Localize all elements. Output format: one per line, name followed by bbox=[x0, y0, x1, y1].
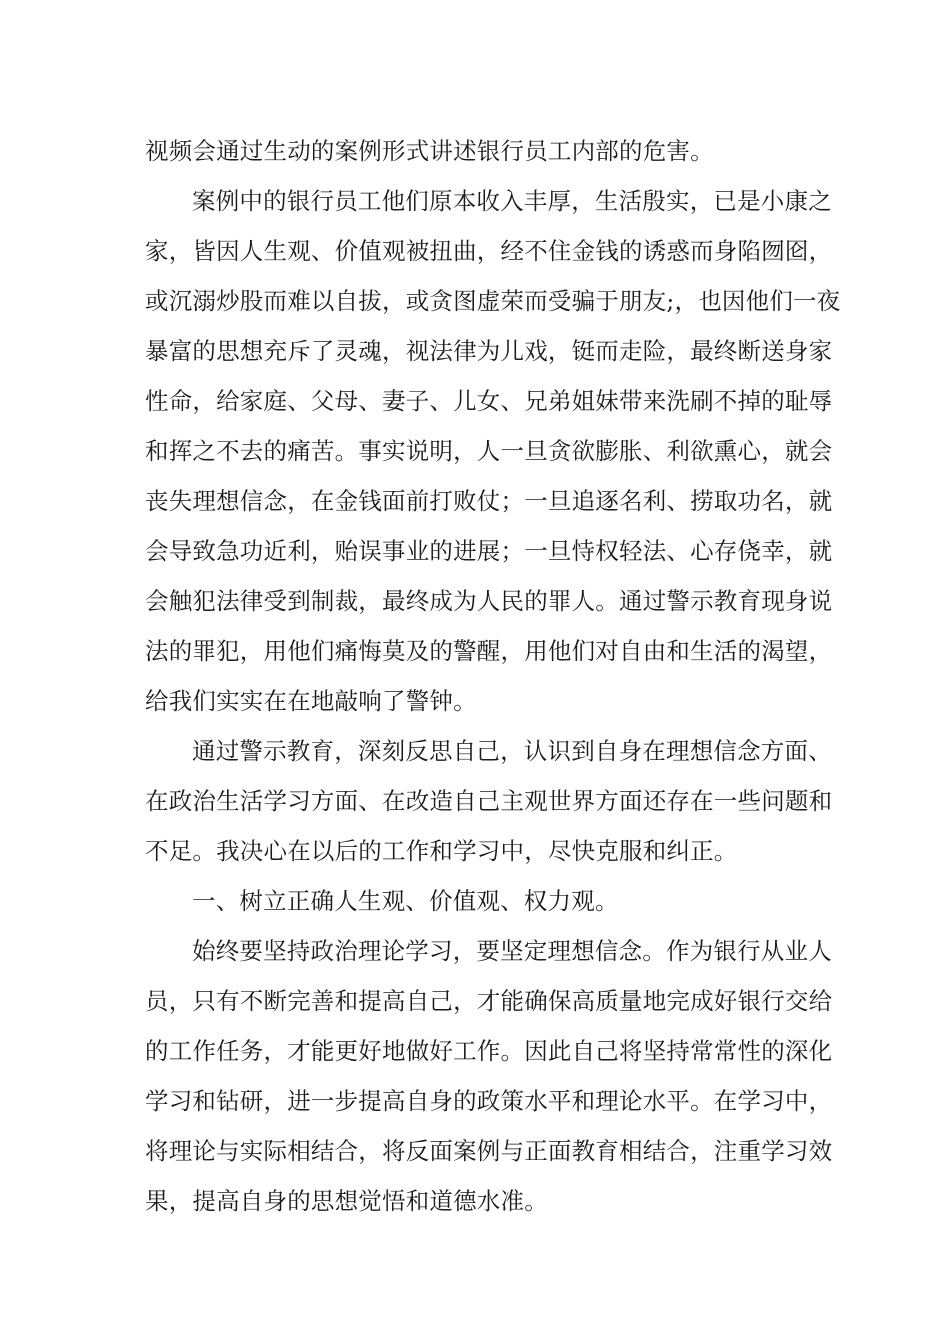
text-line: 始终要坚持政治理论学习，要坚定理想信念。作为银行从业人 bbox=[192, 937, 832, 965]
text-line: 和挥之不去的痛苦。事实说明，人一旦贪欲膨胀、利欲熏心，就会 bbox=[145, 437, 833, 465]
text-line: 果，提高自身的思想觉悟和道德水准。 bbox=[145, 1187, 548, 1215]
text-line: 会导致急功近利，贻误事业的进展；一旦恃权轻法、心存侥幸，就 bbox=[145, 537, 833, 565]
text-line: 的工作任务，才能更好地做好工作。因此自己将坚持常常性的深化 bbox=[145, 1037, 833, 1065]
text-line: 在政治生活学习方面、在改造自己主观世界方面还存在一些问题和 bbox=[145, 787, 833, 815]
text-line: 一、树立正确人生观、价值观、权力观。 bbox=[192, 887, 619, 915]
text-line: 法的罪犯，用他们痛悔莫及的警醒，用他们对自由和生活的渴望， bbox=[145, 637, 833, 665]
text-line: 学习和钻研，进一步提高自身的政策水平和理论水平。在学习中， bbox=[145, 1087, 833, 1115]
text-line: 通过警示教育，深刻反思自己，认识到自身在理想信念方面、 bbox=[192, 737, 832, 765]
text-line: 暴富的思想充斥了灵魂，视法律为儿戏，铤而走险，最终断送身家 bbox=[145, 337, 833, 365]
text-line: 案例中的银行员工他们原本收入丰厚，生活殷实，已是小康之 bbox=[192, 187, 832, 215]
text-line: 视频会通过生动的案例形式讲述银行员工内部的危害。 bbox=[145, 137, 714, 165]
text-line: 家，皆因人生观、价值观被扭曲，经不住金钱的诱惑而身陷囫囵， bbox=[145, 237, 833, 265]
document-body bbox=[145, 126, 841, 1226]
text-line: 或沉溺炒股而难以自拔，或贪图虚荣而受骗于朋友;，也因他们一夜 bbox=[145, 287, 841, 315]
text-line: 会触犯法律受到制裁，最终成为人民的罪人。通过警示教育现身说 bbox=[145, 587, 833, 615]
text-line: 将理论与实际相结合，将反面案例与正面教育相结合，注重学习效 bbox=[145, 1137, 833, 1165]
text-line: 丧失理想信念，在金钱面前打败仗；一旦追逐名利、捞取功名，就 bbox=[145, 487, 833, 515]
text-line: 员，只有不断完善和提高自己，才能确保高质量地完成好银行交给 bbox=[145, 987, 833, 1015]
text-line: 不足。我决心在以后的工作和学习中，尽快克服和纠正。 bbox=[145, 837, 738, 865]
text-line: 性命，给家庭、父母、妻子、儿女、兄弟姐妹带来洗刷不掉的耻辱 bbox=[145, 387, 833, 415]
text-line: 给我们实实在在地敲响了警钟。 bbox=[145, 687, 477, 715]
